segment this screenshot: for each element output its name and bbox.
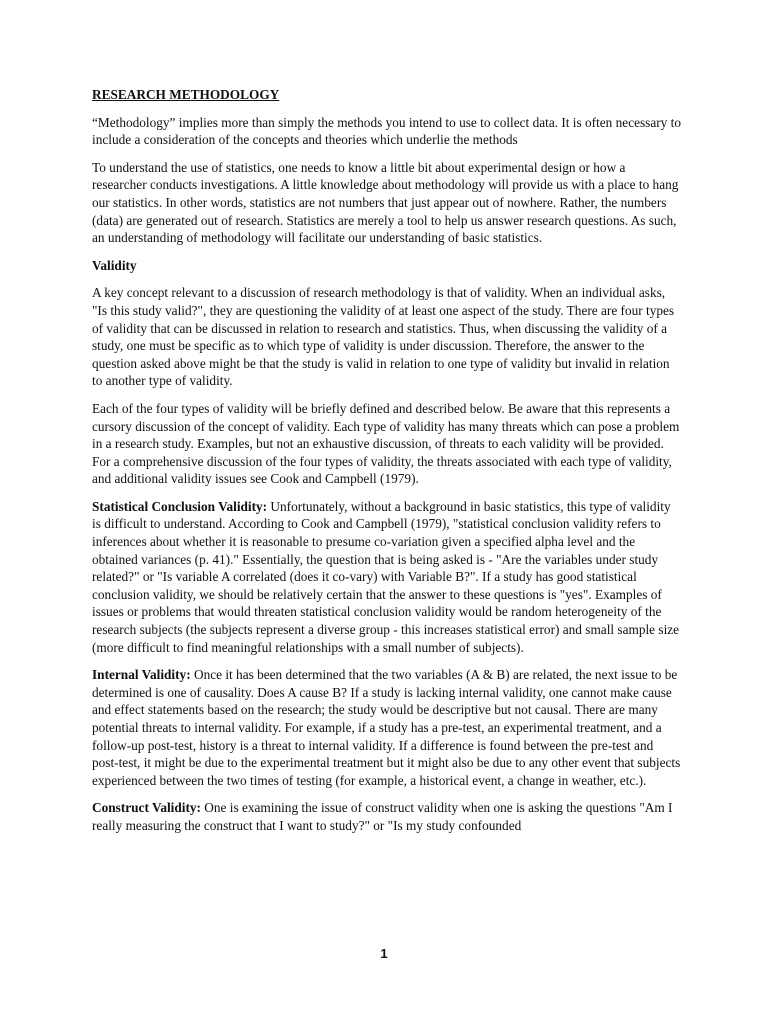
section-statistical-conclusion-validity (92, 498, 682, 656)
section-term: Statistical Conclusion Validity: (92, 498, 268, 514)
section-internal-validity (92, 666, 682, 789)
intro-paragraph-1: “Methodology” implies more than simply the methods you intend to use to collect data. It is often necessary to include a consideration of the concepts and theories which underlie the methods (92, 114, 681, 148)
intro-paragraph-2: To understand the use of statistics, one needs to know a little bit about experimental design or how a researcher conducts investigations. A little knowledge about methodology will provide us with a place to hang our statistics. In other words, statistics are not numbers that just appear out of nowhere. Rather, the numbers (data) are generated out of research. Statistics are merely a tool to help us answer research questions. As such, an understanding of methodology will facilitate our understanding of basic statistics. (92, 159, 679, 246)
section-text: Once it has been determined that the two variables (A & B) are related, the next issue to be determined is one of causality. Does A cause B? If a study is lacking internal validity, one cannot make cause and effect statements based on the research; the study would be descriptive but not causal. There are many potential threats to internal validity. For example, if a study has a pre-test, an experimental treatment, and a follow-up post-test, history is a threat to internal validity. If a difference is found between the pre-test and post-test, it might be due to the experimental treatment but it might also be due to any other event that subjects experienced between the two times of testing (for example, a historical event, a change in weather, etc.). (92, 667, 681, 788)
validity-heading: Validity (92, 257, 137, 273)
validity-paragraph-2: Each of the four types of validity will be briefly defined and described below. Be aware that this represents a cursory discussion of the concept of validity. Each type of validity has many threats which can pose a problem in a research study. Examples, but not an exhaustive discussion, of threats to each validity will be provided. For a comprehensive discussion of the four types of validity, the threats associated with each type of validity, and additional validity issues see Cook and Campbell (1979). (92, 400, 680, 487)
page-number: 1 (380, 946, 388, 961)
document-title: RESEARCH METHODOLOGY (92, 87, 280, 102)
section-text: Unfortunately, without a background in basic statistics, this type of validity is difficult to understand. According to Cook and Campbell (1979), "statistical conclusion validity refers to inferences about whether it is reasonable to presume co-variation given a specified alpha level and the obtained variances (p. 41)." Essentially, the question that is being asked is - "Are the variables under study related?" or "Is variable A correlated (does it co-vary) with Variable B?". If a study has good statistical conclusion validity, we should be relatively certain that the answer to these questions is "yes". Examples of issues or problems that would threaten statistical conclusion validity would be random heterogeneity of the research subjects (the subjects represent a diverse group - this increases statistical error) and small sample size (more difficult to find meaningful relationships with a small number of subjects). (92, 498, 680, 655)
section-term: Construct Validity: (92, 800, 201, 816)
section-text: One is examining the issue of construct validity when one is asking the questions "Am I really measuring the construct that I want to study?" or "Is my study confounded (92, 800, 673, 833)
section-construct-validity (92, 799, 682, 834)
section-term: Internal Validity: (92, 667, 191, 683)
document-body (92, 86, 682, 845)
validity-paragraph-1: A key concept relevant to a discussion of research methodology is that of validity. When an individual asks, "Is this study valid?", they are questioning the validity of at least one aspect of the study. There are four types of validity that can be discussed in relation to research and statistics. Thus, when discussing the validity of a study, one must be specific as to which type of validity is under discussion. Therefore, the answer to the question asked above might be that the study is valid in relation to one type of validity but invalid in relation to another type of validity. (92, 285, 675, 389)
